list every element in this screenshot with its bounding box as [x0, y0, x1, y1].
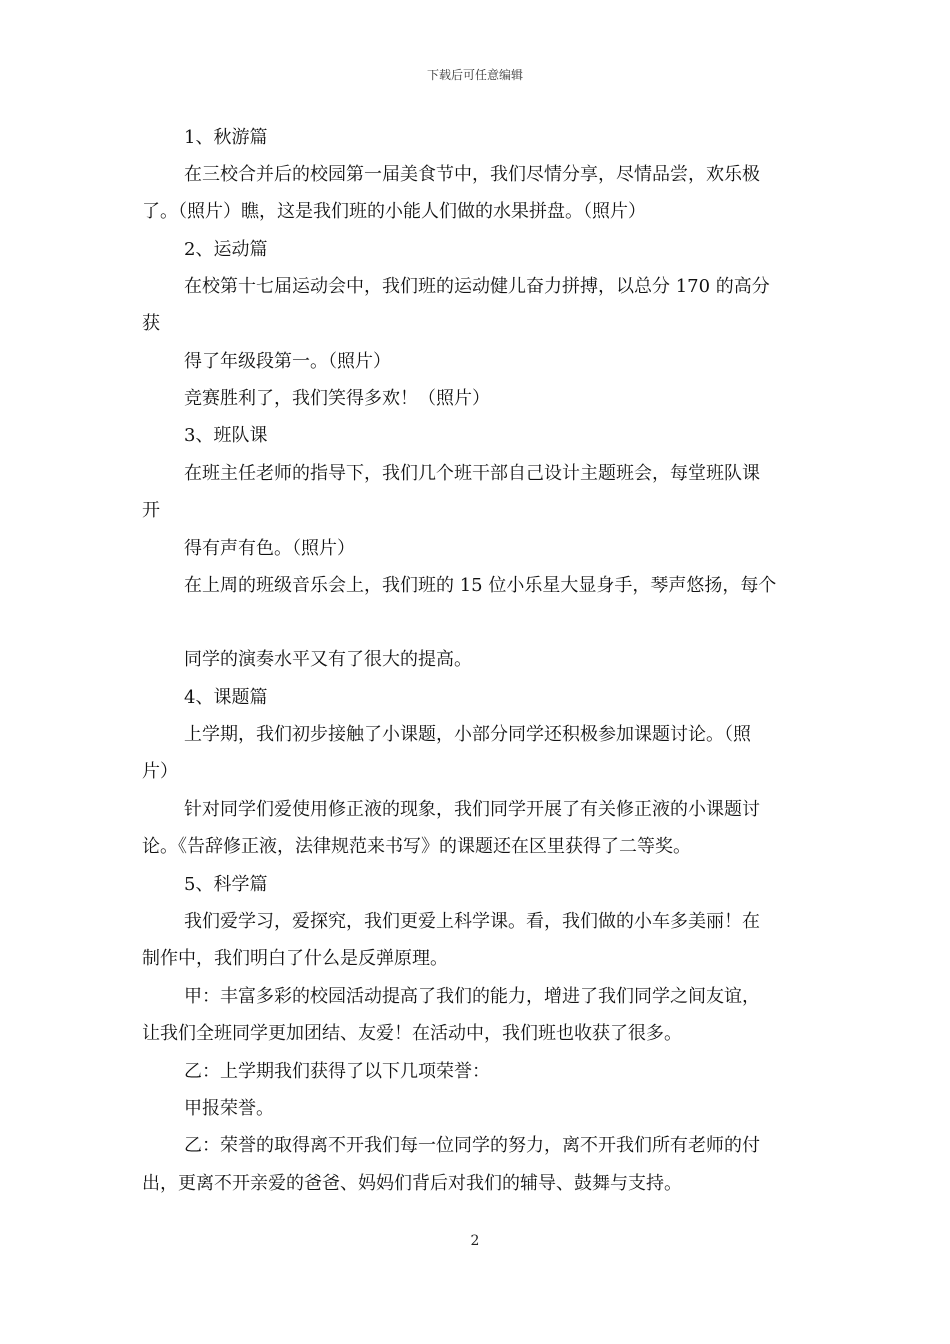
paragraph-line: 论。《告辞修正液，法律规范来书写》的课题还在区里获得了二等奖。: [142, 836, 691, 857]
section-heading-autumn-trip: 1、秋游篇: [184, 127, 268, 148]
paragraph-line: 我们爱学习，爱探究，我们更爱上科学课。看，我们做的小车多美丽！在: [184, 911, 760, 932]
section-heading-research: 4、课题篇: [184, 687, 268, 708]
paragraph-line: 乙：荣誉的取得离不开我们每一位同学的努力，离不开我们所有老师的付: [184, 1135, 760, 1156]
paragraph-line: 在上周的班级音乐会上，我们班的 15 位小乐星大显身手，琴声悠扬，每个: [184, 575, 777, 596]
paragraph-line: 针对同学们爱使用修正液的现象，我们同学开展了有关修正液的小课题讨: [184, 799, 760, 820]
paragraph-line: 让我们全班同学更加团结、友爱！在活动中，我们班也收获了很多。: [142, 1023, 682, 1044]
section-heading-sports: 2、运动篇: [184, 239, 268, 260]
paragraph-line: 出，更离不开亲爱的爸爸、妈妈们背后对我们的辅导、鼓舞与支持。: [142, 1173, 682, 1194]
paragraph-line: 同学的演奏水平又有了很大的提高。: [184, 649, 472, 670]
page-header: 下载后可任意编辑: [426, 68, 523, 82]
paragraph-line: 乙：上学期我们获得了以下几项荣誉：: [184, 1061, 490, 1082]
paragraph-line: 甲报荣誉。: [184, 1098, 274, 1119]
paragraph-line: 甲：丰富多彩的校园活动提高了我们的能力，增进了我们同学之间友谊，: [184, 986, 760, 1007]
paragraph-line: 片）: [142, 761, 178, 782]
paragraph-line: 在三校合并后的校园第一届美食节中，我们尽情分享，尽情品尝，欢乐极: [184, 164, 760, 185]
paragraph-line: 开: [142, 500, 160, 521]
paragraph-line: 获: [142, 313, 160, 334]
page-number: 2: [470, 1233, 480, 1249]
paragraph-line: 了。（照片）瞧，这是我们班的小能人们做的水果拼盘。（照片）: [142, 201, 646, 222]
paragraph-line: 竞赛胜利了，我们笑得多欢！（照片）: [184, 388, 490, 409]
paragraph-line: 上学期，我们初步接触了小课题，小部分同学还积极参加课题讨论。（照: [184, 724, 751, 745]
section-heading-class-meeting: 3、班队课: [184, 425, 268, 446]
paragraph-line: 得有声有色。（照片）: [184, 538, 355, 559]
paragraph-line: 在校第十七届运动会中，我们班的运动健儿奋力拼搏，以总分 170 的高分: [184, 276, 770, 297]
paragraph-line: 制作中，我们明白了什么是反弹原理。: [142, 948, 448, 969]
paragraph-line: 得了年级段第一。（照片）: [184, 351, 391, 372]
section-heading-science: 5、科学篇: [184, 874, 268, 895]
paragraph-line: 在班主任老师的指导下，我们几个班干部自己设计主题班会，每堂班队课: [184, 463, 760, 484]
